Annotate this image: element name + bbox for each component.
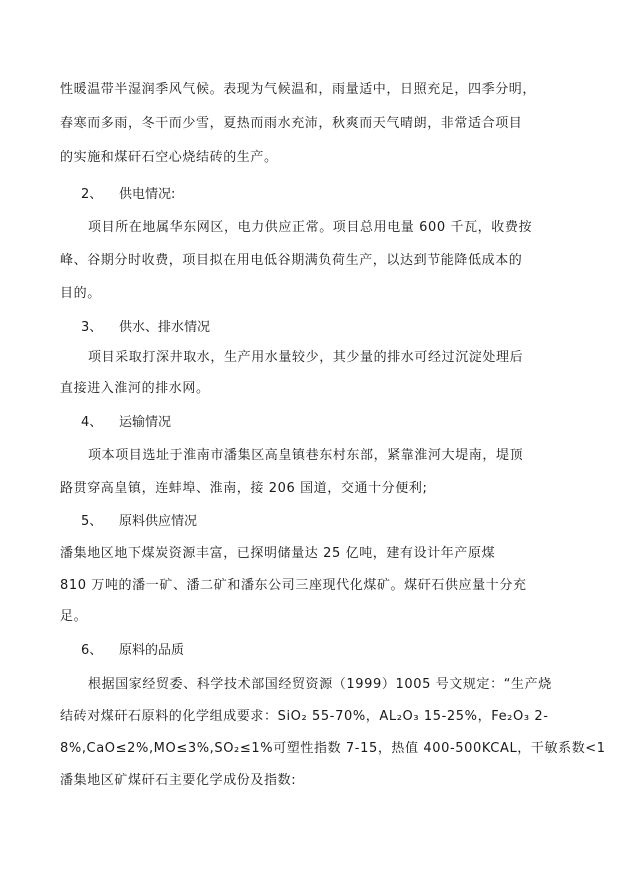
paragraph-line: 峰、谷期分时收费，项目拟在用电低谷期满负荷生产，以达到节能降低成本的 [60,253,523,268]
paragraph-line: 足。 [60,609,88,624]
paragraph-line: 直接进入淮河的排水网。 [60,381,210,396]
intro-line: 的实施和煤矸石空心烧结砖的生产。 [60,150,278,165]
paragraph-line: 结砖对煤矸石原料的化学组成要求：SiO₂ 55-70%，AL₂O₃ 15-25%，Fe₂O₃ 2- [60,709,549,724]
section-title: 供电情况: [119,187,176,202]
section-heading-transport [81,414,171,432]
section-number: 6、 [81,643,103,658]
paragraph-line: 路贯穿高皇镇，连蚌埠、淮南，接 206 国道，交通十分便利; [60,481,428,496]
section-number: 5、 [81,514,103,529]
paragraph-line: 项目所在地属华东网区，电力供应正常。项目总用电量 600 千瓦，收费按 [88,220,533,235]
section-number: 4、 [81,415,103,430]
section-number: 3、 [81,320,103,335]
paragraph-line: 8%,CaO≤2%,MO≤3%,SO₂≤1%可塑性指数 7-15，热值 400-500KCAL，干敏系数<1 [60,741,606,756]
section-title: 原料供应情况 [119,514,198,529]
paragraph-line: 810 万吨的潘一矿、潘二矿和潘东公司三座现代化煤矿。煤矸石供应量十分充 [60,578,527,593]
section-title: 原料的品质 [119,643,185,658]
intro-line: 春寒而多雨，冬干而少雪，夏热而雨水充沛，秋爽而天气晴朗，非常适合项目 [60,116,523,131]
paragraph-line: 项目采取打深井取水，生产用水量较少，其少量的排水可经过沉淀处理后 [88,350,524,365]
section-number: 2、 [81,187,103,202]
section-heading-water [81,319,210,337]
section-heading-raw-material-supply [81,513,197,531]
paragraph-line: 潘集地区矿煤矸石主要化学成份及指数: [60,773,297,788]
paragraph-line: 潘集地区地下煤炭资源丰富，已探明储量达 25 亿吨，建有设计年产原煤 [60,546,496,561]
section-heading-power [81,186,175,204]
paragraph-line: 项本项目选址于淮南市潘集区高皇镇巷东村东部，紧靠淮河大堤南，堤顶 [88,448,524,463]
section-heading-raw-material-quality [81,642,184,660]
section-title: 运输情况 [119,415,172,430]
intro-line: 性暖温带半湿润季风气候。表现为气候温和，雨量适中，日照充足，四季分明， [60,82,537,97]
paragraph-line: 目的。 [60,286,101,301]
paragraph-line: 根据国家经贸委、科学技术部国经贸资源（1999）1005 号文规定：“生产烧 [88,677,552,692]
section-title: 供水、排水情况 [119,320,211,335]
